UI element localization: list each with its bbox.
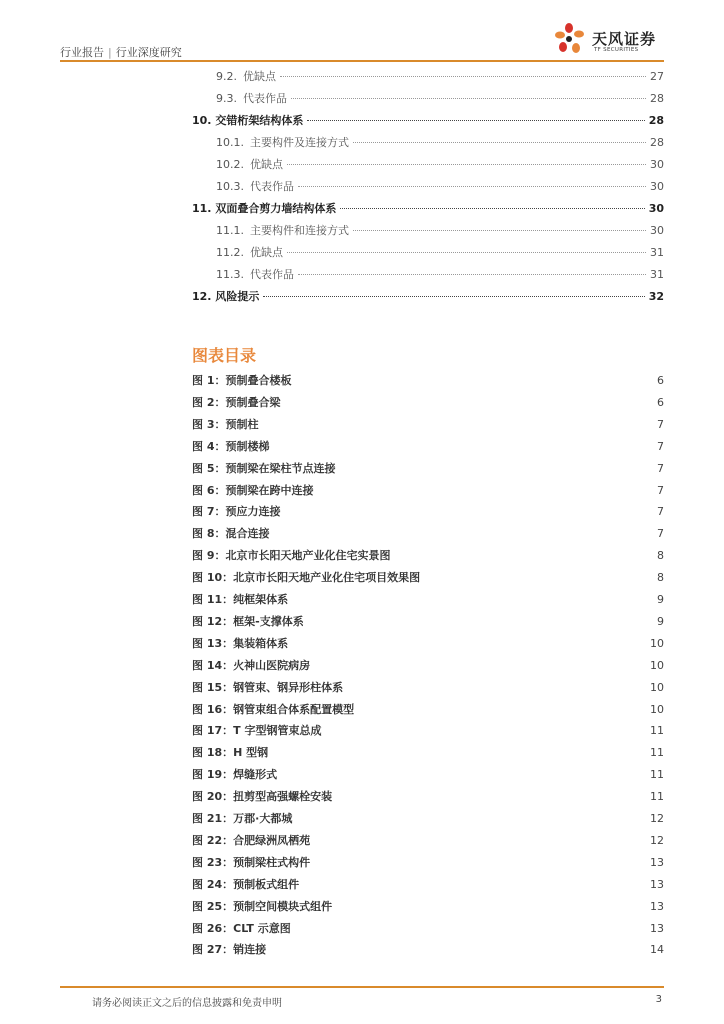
figure-entry[interactable] xyxy=(192,766,664,782)
figure-entry[interactable] xyxy=(192,372,664,388)
toc-entry-title: 代表作品 xyxy=(250,268,294,281)
toc-entry-title: 代表作品 xyxy=(250,180,294,193)
figure-entry-title: 钢管束、钢异形柱体系 xyxy=(233,680,344,694)
figure-entry-title: 预制板式组件 xyxy=(233,877,300,891)
toc-entry[interactable] xyxy=(216,244,664,260)
toc-entry-title: 交错桁架结构体系 xyxy=(215,114,304,127)
figure-entry[interactable] xyxy=(192,657,664,673)
figure-entry-title: 预制叠合楼板 xyxy=(225,374,292,387)
toc-entry-number: 11.1. xyxy=(216,224,244,237)
figure-entry-title: 北京市长阳天地产业化住宅实景图 xyxy=(225,549,391,563)
figure-entry-page: 7 xyxy=(657,505,664,519)
figure-entry[interactable] xyxy=(192,525,664,541)
figure-entry-page: 7 xyxy=(657,417,664,431)
toc-entry-label xyxy=(216,266,296,282)
figure-entry-title: 纯框架体系 xyxy=(233,593,289,606)
figure-entry-page: 9 xyxy=(657,614,664,628)
figure-entry-title: 钢管束组合体系配置模型 xyxy=(233,702,355,716)
figure-entry[interactable] xyxy=(192,876,664,892)
figure-entry[interactable] xyxy=(192,722,664,738)
figure-entry-label: 图 26： xyxy=(192,921,234,935)
figure-entry-title: T 字型钢管束总成 xyxy=(233,724,322,738)
toc-leader-dots xyxy=(263,296,644,297)
figure-entry-label: 图 19： xyxy=(192,768,234,782)
toc-entry-number: 10. xyxy=(192,114,212,127)
toc-entry[interactable] xyxy=(216,222,664,238)
toc-entry-number: 11.3. xyxy=(216,268,244,281)
figure-entry-title: 集装箱体系 xyxy=(233,636,289,650)
toc-entry-label xyxy=(216,134,351,150)
figure-entry[interactable] xyxy=(192,832,664,848)
figure-entry-title: 预应力连接 xyxy=(225,505,281,519)
toc-entry[interactable] xyxy=(216,90,664,106)
figure-entry[interactable] xyxy=(192,460,664,476)
toc-entry-label xyxy=(216,244,285,260)
figure-entry-label: 图 17： xyxy=(192,724,234,738)
report-subtype: 行业深度研究 xyxy=(115,46,182,59)
figure-entry-page: 10 xyxy=(650,658,664,672)
figure-entry-label: 图 2： xyxy=(192,395,226,409)
toc-entry-label xyxy=(192,112,305,128)
figure-entry-page: 10 xyxy=(650,702,664,716)
figure-entry-label: 图 21： xyxy=(192,812,234,825)
figure-entry-page: 8 xyxy=(657,549,664,563)
toc-leader-dots xyxy=(298,274,646,275)
figure-entry[interactable] xyxy=(192,701,664,717)
figure-entry-label: 图 13： xyxy=(192,636,234,650)
company-logo xyxy=(552,22,664,58)
figure-entry-label: 图 1： xyxy=(192,374,226,387)
figure-entry-label: 图 7： xyxy=(192,505,226,519)
page-header xyxy=(60,22,664,62)
toc-entry[interactable] xyxy=(216,266,664,282)
figure-entry[interactable] xyxy=(192,941,664,957)
figure-entry-page: 8 xyxy=(657,571,664,585)
figure-entry[interactable] xyxy=(192,547,664,563)
figure-entry-label: 图 3： xyxy=(192,417,226,431)
figure-entry[interactable] xyxy=(192,416,664,432)
toc-entry-title: 风险提示 xyxy=(215,290,260,303)
toc-entry-label xyxy=(216,222,351,238)
report-type: 行业报告 xyxy=(60,46,104,59)
figure-entry-label: 图 5： xyxy=(192,461,226,475)
report-category xyxy=(60,44,182,60)
toc-entry[interactable] xyxy=(192,288,664,304)
header-separator: | xyxy=(108,46,112,59)
footer-rule xyxy=(60,986,664,988)
toc-entry-title: 主要构件和连接方式 xyxy=(250,224,349,237)
figure-entry[interactable] xyxy=(192,438,664,454)
figure-entry-page: 12 xyxy=(650,812,664,825)
figure-entry-title: 北京市长阳天地产业化住宅项目效果图 xyxy=(233,571,421,585)
figure-entry-label: 图 25： xyxy=(192,899,234,913)
footer-disclaimer: 请务必阅读正文之后的信息披露和免责申明 xyxy=(92,998,282,1009)
figure-entry-title: 合肥绿洲凤栖苑 xyxy=(233,833,311,847)
figure-entry-page: 13 xyxy=(650,877,664,891)
toc-leader-dots xyxy=(291,98,646,99)
figure-entry[interactable] xyxy=(192,503,664,519)
toc-entry-number: 9.2. xyxy=(216,70,237,83)
toc-entry-label xyxy=(216,178,296,194)
figure-entry-title: 万郡·大都城 xyxy=(233,812,293,825)
page-number: 3 xyxy=(655,994,662,1005)
figure-entry-label: 图 14： xyxy=(192,658,234,672)
toc-entry-page: 30 xyxy=(650,180,664,193)
figure-entry-label: 图 24： xyxy=(192,877,234,891)
toc-entry-title: 优缺点 xyxy=(250,246,283,259)
toc-entry-number: 11.2. xyxy=(216,246,244,259)
figure-entry-title: 预制梁柱式构件 xyxy=(233,855,311,869)
figure-entry-page: 7 xyxy=(657,461,664,475)
header-rule xyxy=(60,60,664,62)
figure-entry-label: 图 11： xyxy=(192,593,234,606)
figure-entry-page: 11 xyxy=(650,746,664,760)
figure-entry-label: 图 18： xyxy=(192,746,234,760)
figure-entry-label: 图 6： xyxy=(192,483,226,497)
logo-name-en: TF SECURITIES xyxy=(594,47,639,53)
figure-entry-label: 图 4： xyxy=(192,439,226,453)
toc-entry[interactable] xyxy=(192,112,664,128)
toc-entry-page: 31 xyxy=(650,268,664,281)
figure-entry[interactable] xyxy=(192,679,664,695)
figure-entry-title: 预制空间模块式组件 xyxy=(233,899,333,913)
figure-entry[interactable] xyxy=(192,854,664,870)
toc-entry-page: 30 xyxy=(650,158,664,171)
flower-logo-icon xyxy=(552,22,590,58)
figure-entry-label: 图 27： xyxy=(192,943,234,957)
toc-leader-dots xyxy=(280,76,646,77)
figure-entry-label: 图 22： xyxy=(192,833,234,847)
figure-entry-page: 11 xyxy=(650,790,664,804)
toc-entry-number: 11. xyxy=(192,202,212,215)
figure-entry-page: 7 xyxy=(657,527,664,541)
toc-entry-label xyxy=(216,68,278,84)
figure-entry-page: 11 xyxy=(650,724,664,738)
figure-entry[interactable] xyxy=(192,744,664,760)
toc-leader-dots xyxy=(287,164,646,165)
figure-entry-label: 图 16： xyxy=(192,702,234,716)
figure-entry-page: 11 xyxy=(650,768,664,782)
figure-entry-page: 9 xyxy=(657,593,664,606)
figure-entry-page: 13 xyxy=(650,855,664,869)
toc-entry-label xyxy=(192,288,261,304)
figure-entry-title: 预制柱 xyxy=(225,417,259,431)
logo-name-cn: 天风证券 xyxy=(592,30,657,48)
toc-entry-number: 12. xyxy=(192,290,212,303)
toc-entry-number: 10.1. xyxy=(216,136,244,149)
toc-entry-page: 28 xyxy=(648,114,664,127)
figure-entry-title: 预制楼梯 xyxy=(225,439,270,453)
figures-list-title: 图表目录 xyxy=(192,346,257,365)
figure-entry-title: H 型钢 xyxy=(233,746,269,760)
figure-entry-title: 预制梁在梁柱节点连接 xyxy=(225,461,336,475)
toc-entry-title: 双面叠合剪力墙结构体系 xyxy=(215,202,337,215)
figure-entry-title: 火神山医院病房 xyxy=(233,658,311,672)
toc-entry[interactable] xyxy=(216,68,664,84)
figure-entry[interactable] xyxy=(192,569,664,585)
toc-leader-dots xyxy=(353,142,646,143)
toc-entry-label xyxy=(216,90,289,106)
figure-entry-page: 13 xyxy=(650,921,664,935)
toc-entry[interactable] xyxy=(192,200,664,216)
toc-entry[interactable] xyxy=(216,156,664,172)
figure-entry[interactable] xyxy=(192,635,664,651)
toc-entry-page: 28 xyxy=(650,92,664,105)
toc-entry-page: 31 xyxy=(650,246,664,259)
toc-entry-title: 优缺点 xyxy=(243,70,276,83)
figure-entry-title: 预制梁在跨中连接 xyxy=(225,483,314,497)
figure-entry-page: 7 xyxy=(657,439,664,453)
toc-leader-dots xyxy=(287,252,646,253)
figure-entry[interactable] xyxy=(192,591,664,607)
figure-entry-page: 7 xyxy=(657,483,664,497)
figure-entry-title: 销连接 xyxy=(233,943,267,957)
figure-entry-title: CLT 示意图 xyxy=(233,921,291,935)
figure-entry-page: 10 xyxy=(650,680,664,694)
figure-entry-page: 13 xyxy=(650,899,664,913)
toc-entry[interactable] xyxy=(216,178,664,194)
figure-entry-page: 14 xyxy=(650,943,664,957)
toc-entry-page: 32 xyxy=(648,290,664,303)
toc-entry-number: 10.3. xyxy=(216,180,244,193)
toc-entry-page: 27 xyxy=(650,70,664,83)
figure-entry-page: 12 xyxy=(650,833,664,847)
figure-entry-label: 图 9： xyxy=(192,549,226,563)
toc-entry-number: 10.2. xyxy=(216,158,244,171)
toc-entry-label xyxy=(192,200,338,216)
figure-entry-label: 图 23： xyxy=(192,855,234,869)
figure-entry-label: 图 15： xyxy=(192,680,234,694)
toc-entry-title: 代表作品 xyxy=(243,92,287,105)
toc-leader-dots xyxy=(298,186,646,187)
toc-leader-dots xyxy=(353,230,646,231)
figure-entry[interactable] xyxy=(192,613,664,629)
figure-entry-title: 扭剪型高强螺栓安装 xyxy=(233,790,333,804)
figure-entry-title: 框架-支撑体系 xyxy=(233,614,304,628)
figure-entry[interactable] xyxy=(192,482,664,498)
figure-entry[interactable] xyxy=(192,920,664,936)
toc-entry[interactable] xyxy=(216,134,664,150)
figure-entry-label: 图 12： xyxy=(192,614,234,628)
figure-entry-page: 6 xyxy=(657,395,664,409)
figure-entry[interactable] xyxy=(192,898,664,914)
figure-entry-title: 预制叠合梁 xyxy=(225,395,281,409)
toc-entry-title: 优缺点 xyxy=(250,158,283,171)
toc-entry-number: 9.3. xyxy=(216,92,237,105)
figure-entry-label: 图 8： xyxy=(192,527,226,541)
figure-entry-label: 图 20： xyxy=(192,790,234,804)
toc-entry-label xyxy=(216,156,285,172)
toc-entry-page: 30 xyxy=(648,202,664,215)
toc-entry-title: 主要构件及连接方式 xyxy=(250,136,349,149)
figure-entry-label: 图 10： xyxy=(192,571,234,585)
figure-entry[interactable] xyxy=(192,394,664,410)
toc-entry-page: 28 xyxy=(650,136,664,149)
figure-entry-title: 混合连接 xyxy=(225,527,270,541)
figure-entry-page: 6 xyxy=(657,374,664,387)
figure-entry-page: 10 xyxy=(650,636,664,650)
figure-entry[interactable] xyxy=(192,810,664,826)
figure-entry[interactable] xyxy=(192,788,664,804)
toc-entry-page: 30 xyxy=(650,224,664,237)
toc-leader-dots xyxy=(307,120,644,121)
toc-leader-dots xyxy=(340,208,644,209)
figure-entry-title: 焊缝形式 xyxy=(233,768,278,782)
